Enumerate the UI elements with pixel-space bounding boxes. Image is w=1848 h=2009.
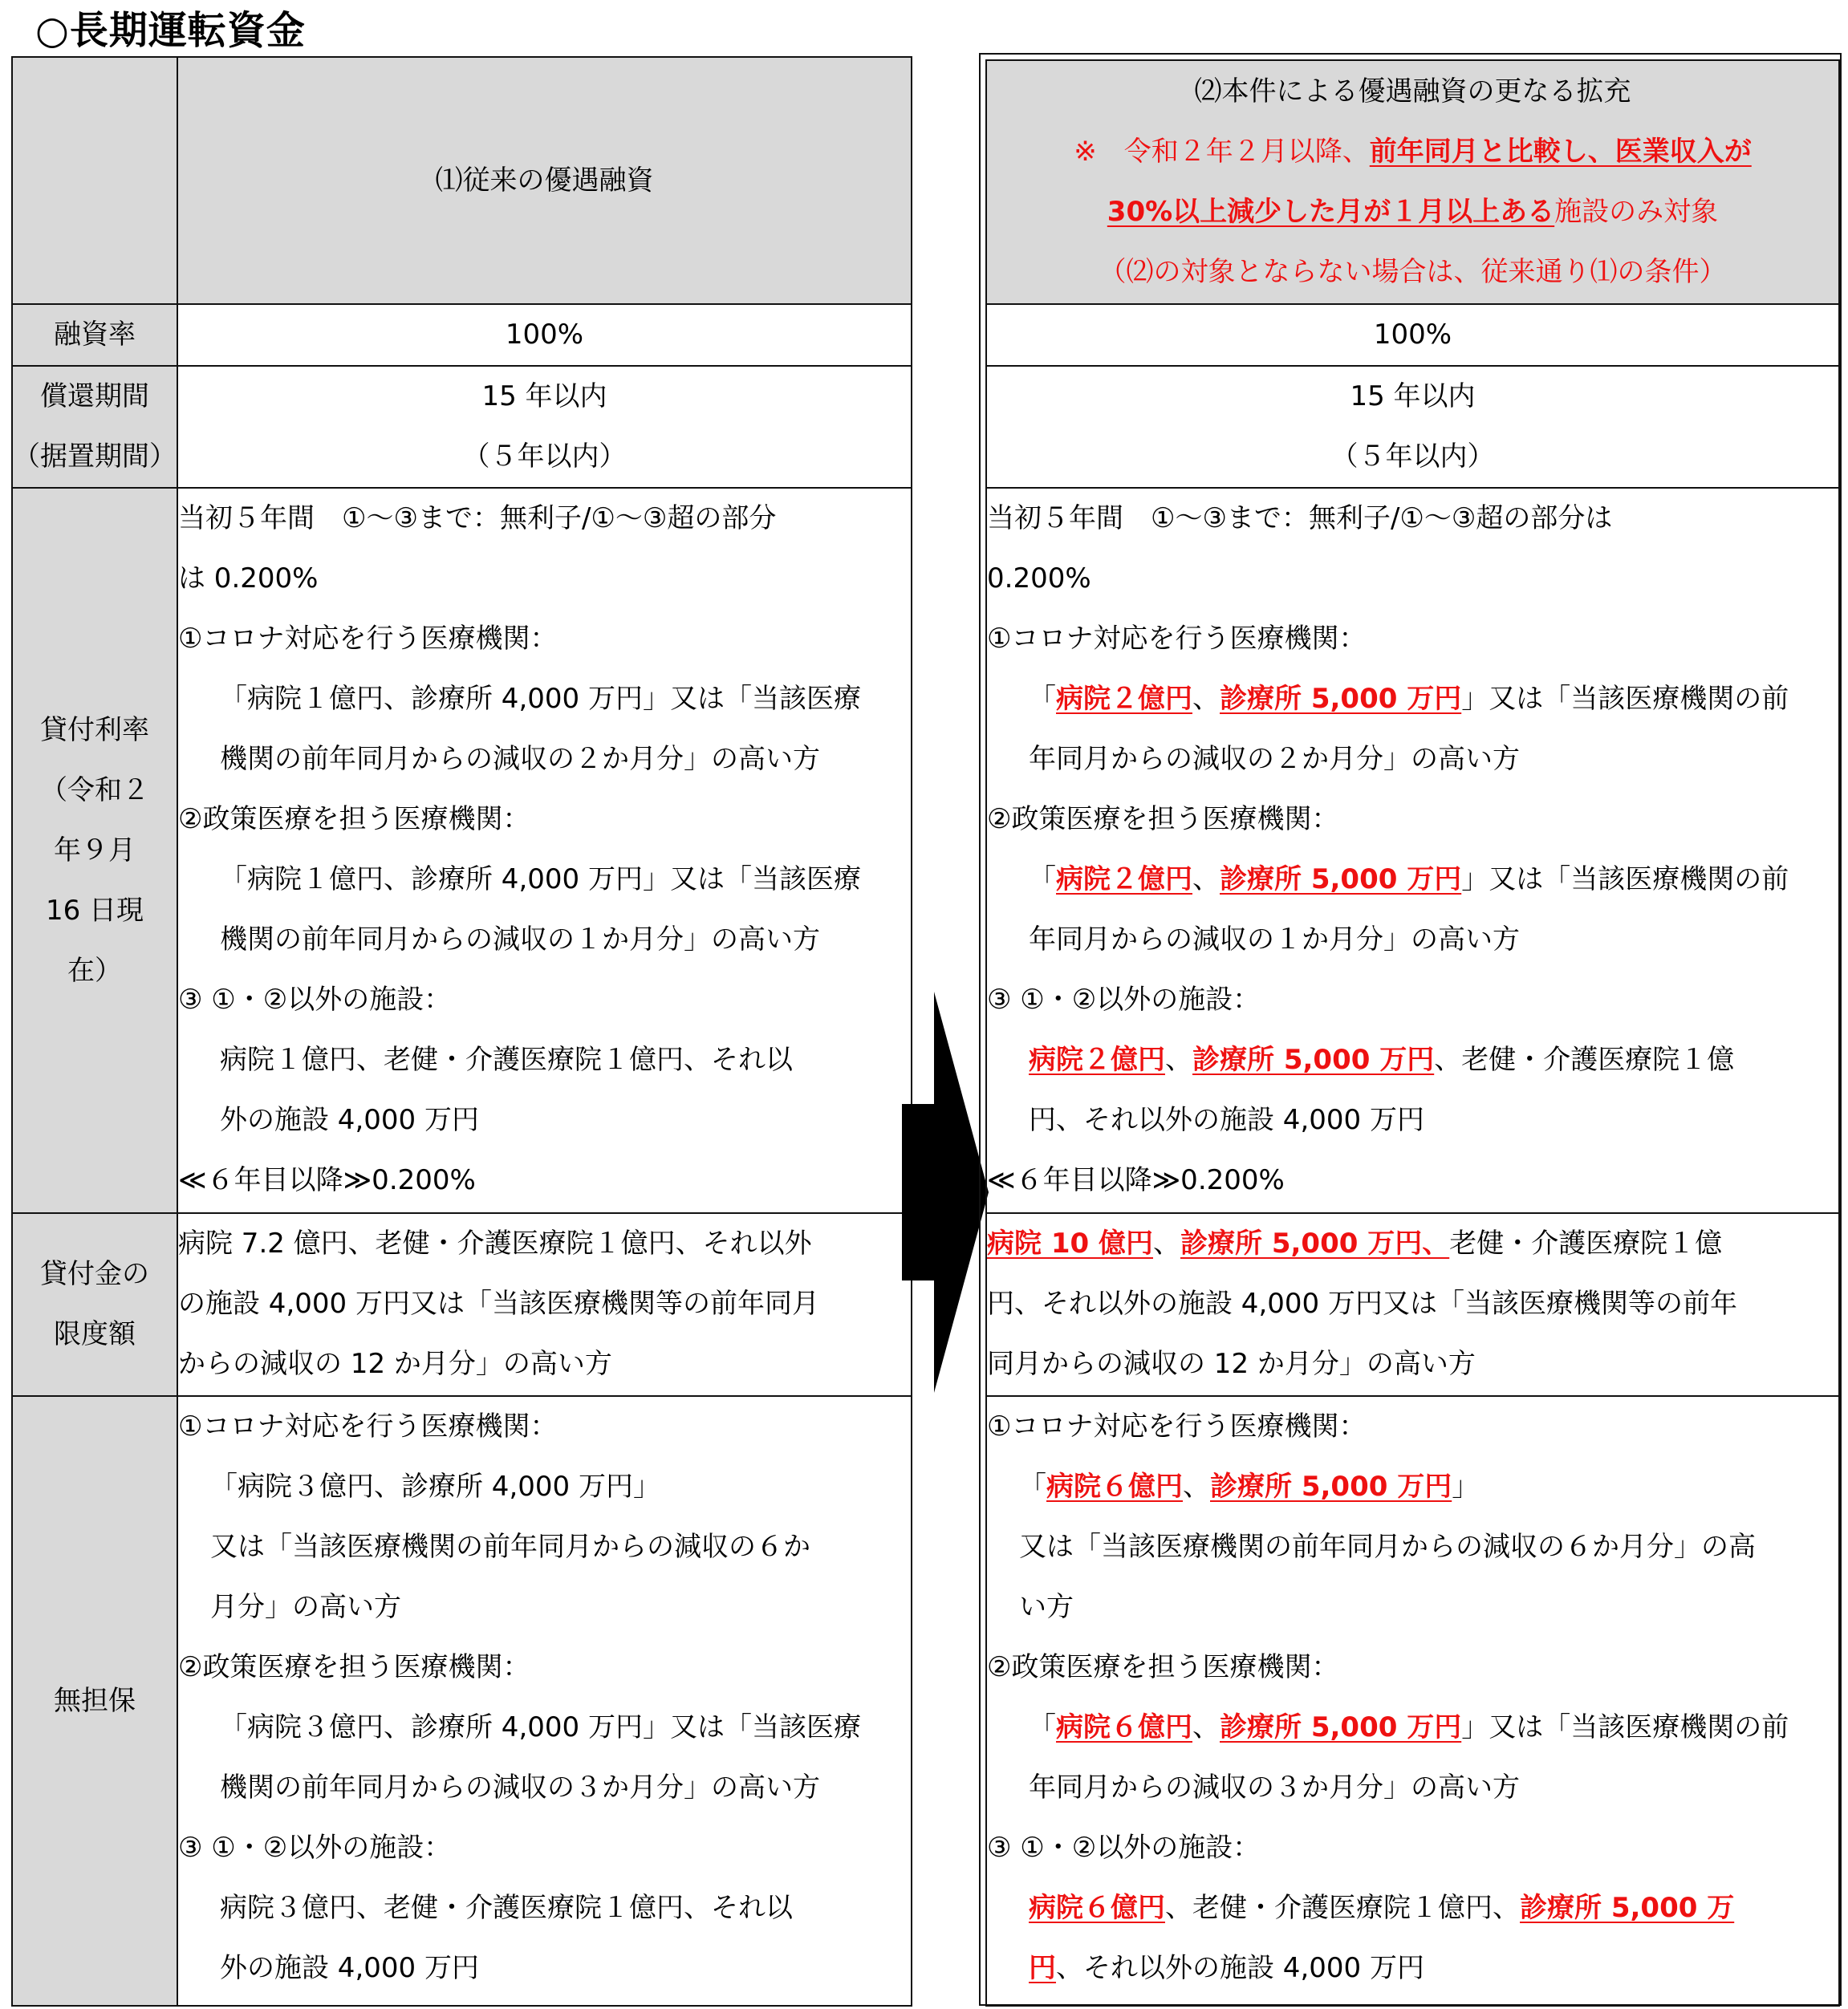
text-line: 「病院２億円、診療所 5,000 万円」又は「当該医療機関の前 bbox=[1029, 683, 1789, 715]
interest-rate-label bbox=[12, 488, 177, 1213]
text-line: ③ ①・②以外の施設： bbox=[178, 1832, 452, 1864]
text-line: 同月からの減収の 12 か月分」の高い方 bbox=[987, 1348, 1476, 1380]
clinic-amount: 診療所 5,000 万円 bbox=[1192, 1044, 1435, 1076]
interest-label-line: 16 日現 bbox=[45, 894, 144, 927]
text-line: 年同月からの減収の３か月分」の高い方 bbox=[1029, 1772, 1520, 1804]
note-paren: （⑵の対象とならない場合は、従来通り⑴の条件） bbox=[1099, 256, 1727, 288]
clinic-amount: 診療所 5,000 万 bbox=[1520, 1892, 1735, 1924]
text-line: ②政策医療を担う医療機関： bbox=[987, 803, 1339, 835]
note-bold-1: 前年同月と比較し、医業収入が bbox=[1369, 136, 1752, 168]
interest-label-line: 在） bbox=[67, 954, 122, 987]
hospital-amount: 病院 10 億円 bbox=[987, 1228, 1153, 1260]
text-line-tail: 」又は「当該医療機関の前 bbox=[1461, 863, 1789, 895]
text-line: ③ ①・②以外の施設： bbox=[178, 984, 452, 1016]
limit-label-line: 限度額 bbox=[54, 1318, 136, 1350]
text-line: 年同月からの減収の２か月分」の高い方 bbox=[1029, 743, 1520, 775]
financing-rate-label: 融資率 bbox=[12, 304, 177, 366]
expanded-loan-table bbox=[985, 59, 1840, 2007]
hospital-amount: 病院６億円 bbox=[1029, 1892, 1165, 1924]
expanded-loan-header bbox=[986, 60, 1839, 304]
text-line: 「病院３億円、診療所 4,000 万円」又は「当該医療 bbox=[220, 1711, 861, 1743]
text-line: 病院３億円、老健・介護医療院１億円、それ以 bbox=[220, 1892, 793, 1924]
text-line-tail: 、老健・介護医療院１億 bbox=[1434, 1044, 1735, 1076]
note-prefix: ※ 令和２年２月以降、 bbox=[1074, 136, 1370, 168]
text-line: 年同月からの減収の１か月分」の高い方 bbox=[1029, 923, 1520, 956]
repayment-value-1: 15 年以内 bbox=[481, 380, 607, 412]
text-line: 病院 10 億円、診療所 5,000 万円、老健・介護医療院１億 bbox=[987, 1228, 1723, 1260]
text-line: ①コロナ対応を行う医療機関： bbox=[987, 1410, 1367, 1443]
interest-rate-content bbox=[177, 488, 912, 1213]
conventional-loan-header-text: ⑴従来の優遇融資 bbox=[435, 164, 654, 197]
text-line-tail: 」又は「当該医療機関の前 bbox=[1461, 1711, 1789, 1743]
hospital-amount: 病院６億円 bbox=[1056, 1711, 1192, 1743]
expanded-loan-note-2 bbox=[987, 182, 1838, 242]
text-line: 「病院６億円、診療所 5,000 万円」 bbox=[1019, 1471, 1480, 1503]
text-line: 「病院６億円、診療所 5,000 万円」又は「当該医療機関の前 bbox=[1029, 1711, 1789, 1743]
repayment-label-2: （据置期間） bbox=[13, 440, 177, 473]
text-line: 0.200% bbox=[987, 562, 1091, 595]
financing-rate-value: 100% bbox=[177, 304, 912, 366]
text-line: ②政策医療を担う医療機関： bbox=[178, 1651, 530, 1683]
text-line: 円、それ以外の施設 4,000 万円又は「当該医療機関等の前年 bbox=[987, 1288, 1737, 1320]
text-line-tail: 老健・介護医療院１億 bbox=[1449, 1228, 1723, 1260]
text-line: ①コロナ対応を行う医療機関： bbox=[178, 623, 558, 655]
text-line: 外の施設 4,000 万円 bbox=[220, 1952, 479, 1984]
text-line: 円、それ以外の施設 4,000 万円 bbox=[1029, 1104, 1424, 1136]
expanded-unsecured-content bbox=[986, 1396, 1839, 2006]
text-line: ②政策医療を担う医療機関： bbox=[987, 1651, 1339, 1683]
text-line: 又は「当該医療機関の前年同月からの減収の６か月分」の高 bbox=[1019, 1531, 1756, 1563]
expanded-repayment-2: （５年以内） bbox=[1330, 440, 1495, 473]
text-line: ①コロナ対応を行う医療機関： bbox=[178, 1410, 558, 1443]
text-line: からの減収の 12 か月分」の高い方 bbox=[178, 1348, 612, 1380]
text-line: 「病院１億円、診療所 4,000 万円」又は「当該医療 bbox=[220, 683, 861, 715]
text-line: 外の施設 4,000 万円 bbox=[220, 1104, 479, 1136]
page-title: ○長期運転資金 bbox=[35, 8, 306, 53]
text-line bbox=[987, 1878, 1838, 1938]
interest-label-line: （令和２ bbox=[40, 773, 149, 806]
text-line: 当初５年間 ①～③まで：無利子/①～③超の部分 bbox=[178, 502, 777, 534]
text-line: 又は「当該医療機関の前年同月からの減収の６か bbox=[210, 1531, 810, 1563]
text-line: ①コロナ対応を行う医療機関： bbox=[987, 623, 1367, 655]
expanded-interest-content bbox=[986, 488, 1839, 1213]
hospital-amount: 病院２億円 bbox=[1029, 1044, 1165, 1076]
text-line: 機関の前年同月からの減収の１か月分」の高い方 bbox=[220, 923, 820, 956]
clinic-amount: 診療所 5,000 万円 bbox=[1220, 683, 1462, 715]
expanded-limit-content bbox=[986, 1213, 1839, 1396]
repayment-value-2: （５年以内） bbox=[462, 440, 627, 473]
unsecured-content bbox=[177, 1396, 912, 2006]
clinic-amount: 診療所 5,000 万円、 bbox=[1180, 1228, 1450, 1260]
expanded-loan-header-title: ⑵本件による優遇融資の更なる拡充 bbox=[1194, 75, 1631, 108]
text-line: 「病院１億円、診療所 4,000 万円」又は「当該医療 bbox=[220, 863, 861, 895]
interest-label-line: 年９月 bbox=[54, 834, 136, 867]
clinic-amount: 診療所 5,000 万円 bbox=[1220, 1711, 1462, 1743]
hospital-amount: 病院２億円 bbox=[1056, 683, 1192, 715]
interest-label-line: 貸付利率 bbox=[40, 713, 149, 746]
repayment-label-1: 償還期間 bbox=[40, 380, 149, 412]
right-arrow-icon bbox=[902, 992, 989, 1393]
clinic-amount: 診療所 5,000 万円 bbox=[1220, 863, 1462, 895]
text-line: 機関の前年同月からの減収の２か月分」の高い方 bbox=[220, 743, 820, 775]
text-line: 機関の前年同月からの減収の３か月分」の高い方 bbox=[220, 1772, 820, 1804]
loan-limit-label bbox=[12, 1213, 177, 1396]
text-line: ≪６年目以降≫0.200% bbox=[987, 1164, 1285, 1196]
loan-limit-content bbox=[177, 1213, 912, 1396]
text-line: は 0.200% bbox=[178, 562, 319, 595]
hospital-amount: 病院２億円 bbox=[1056, 863, 1192, 895]
limit-label-line: 貸付金の bbox=[40, 1258, 149, 1290]
text-line: 「病院３億円、診療所 4,000 万円」 bbox=[210, 1471, 660, 1503]
text-line: 病院１億円、老健・介護医療院１億円、それ以 bbox=[220, 1044, 793, 1076]
clinic-amount-end: 円 bbox=[1029, 1952, 1056, 1984]
expanded-repayment-1: 15 年以内 bbox=[1350, 380, 1476, 412]
header-empty-label bbox=[12, 57, 177, 304]
note-suffix: 施設のみ対象 bbox=[1554, 196, 1719, 228]
conventional-loan-table bbox=[11, 56, 912, 2007]
text-line: い方 bbox=[1019, 1591, 1074, 1623]
text-line: ≪６年目以降≫0.200% bbox=[178, 1164, 476, 1196]
hospital-amount: 病院６億円 bbox=[1046, 1471, 1183, 1503]
expanded-repayment bbox=[986, 366, 1839, 488]
text-line: 月分」の高い方 bbox=[210, 1591, 401, 1623]
text-line: 病院２億円、診療所 5,000 万円、老健・介護医療院１億 bbox=[1029, 1044, 1735, 1076]
text-line-tail: 」又は「当該医療機関の前 bbox=[1461, 683, 1789, 715]
repayment-label bbox=[12, 366, 177, 488]
text-line: ③ ①・②以外の施設： bbox=[987, 1832, 1261, 1864]
unsecured-label: 無担保 bbox=[12, 1396, 177, 2006]
repayment-value bbox=[177, 366, 912, 488]
text-line-mid: 、老健・介護医療院１億円、 bbox=[1165, 1892, 1520, 1924]
text-line: 当初５年間 ①～③まで：無利子/①～③超の部分は bbox=[987, 502, 1613, 534]
conventional-loan-header bbox=[177, 57, 912, 304]
note-bold-2: 30%以上減少した月が１月以上ある bbox=[1107, 196, 1555, 228]
text-line: 病院 7.2 億円、老健・介護医療院１億円、それ以外 bbox=[178, 1228, 812, 1260]
text-line: 「病院２億円、診療所 5,000 万円」又は「当該医療機関の前 bbox=[1029, 863, 1789, 895]
text-line: ②政策医療を担う医療機関： bbox=[178, 803, 530, 835]
expanded-financing-rate: 100% bbox=[986, 304, 1839, 366]
expanded-loan-note bbox=[987, 122, 1838, 182]
text-line bbox=[987, 1938, 1838, 1999]
text-line: ③ ①・②以外の施設： bbox=[987, 984, 1261, 1016]
text-line: の施設 4,000 万円又は「当該医療機関等の前年同月 bbox=[178, 1288, 819, 1320]
clinic-amount: 診療所 5,000 万円 bbox=[1210, 1471, 1452, 1503]
text-line-tail: 、それ以外の施設 4,000 万円 bbox=[1056, 1952, 1424, 1984]
